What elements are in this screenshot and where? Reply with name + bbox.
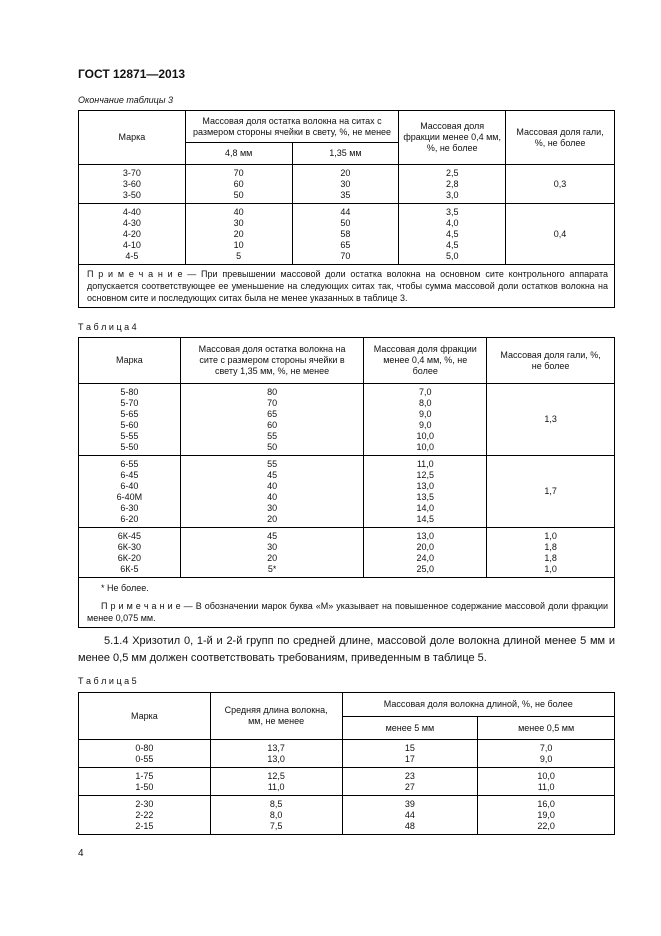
table5-group: 1-75 1-50 12,5 11,0 23 27 10,0 11,0 (79, 768, 615, 796)
table3-gali-value: 0,4 (506, 204, 615, 265)
table3-note: П р и м е ч а н и е — При превышении массовой доли остатка волокна на основном сите контрольного аппарата допускается соответствующее ее уменьшение на следующих ситах так, чтобы сумма массовой доли остатков волокна на основном сите и последующих ситах была не менее указанных в таблице 3. (79, 265, 615, 308)
table5-head-share: Массовая доля волокна длиной, %, не более (342, 693, 614, 717)
table5-caption: Т а б л и ц а 5 (78, 676, 137, 686)
table3-group: 3-70 3-60 3-50 70 60 50 20 30 35 2,5 2,8 3,0 0,3 (79, 165, 615, 204)
table4-gali-value: 1,7 (487, 456, 615, 528)
table4-group: 6К-45 6К-30 6К-20 6К-5 45 30 20 5* 13,0 20,0 24,0 25,0 1,0 1,8 1,8 1,0 (79, 528, 615, 578)
table4-note: П р и м е ч а н и е — В обозначении марок буква «М» указывает на повышенное содержание массовой доли фракции менее 0,075 мм. (87, 601, 608, 623)
table4-notes (79, 578, 615, 628)
table3 (78, 110, 615, 308)
table3-head-residue: Массовая доля остатка волокна на ситах с размером стороны ячейки в свету, %, не менее (185, 111, 399, 143)
table3-group: 4-40 4-30 4-20 4-10 4-5 40 30 20 10 5 44 50 58 65 70 3,5 4,0 4,5 4,5 5,0 0,4 (79, 204, 615, 265)
table4-gali-value: 1,3 (487, 384, 615, 456)
table4-footnote: * Не более. (101, 583, 149, 593)
table4 (78, 337, 615, 628)
document-header: ГОСТ 12871—2013 (78, 67, 186, 81)
table3-caption: Окончание таблицы 3 (78, 95, 173, 105)
table4-head-fraction: Массовая доля фракции менее 0,4 мм, %, не более (364, 338, 487, 384)
table3-head-mesh1: 4,8 мм (185, 143, 292, 165)
table5-head-lt05: менее 0,5 мм (478, 717, 615, 740)
table4-caption: Т а б л и ц а 4 (78, 322, 137, 332)
table3-gali-value: 0,3 (506, 165, 615, 204)
table3-head-mesh2: 1,35 мм (292, 143, 399, 165)
table5-group: 2-30 2-22 2-15 8,5 8,0 7,5 39 44 48 16,0 19,0 22,0 (79, 796, 615, 835)
table4-head-marka: Марка (79, 338, 181, 384)
table5 (78, 692, 615, 835)
table5-head-lt5: менее 5 мм (342, 717, 478, 740)
table4-head-gali: Массовая доля гали, %, не более (487, 338, 615, 384)
table4-group: 6-55 6-45 6-40 6-40М 6-30 6-20 55 45 40 40 30 20 11,0 12,5 13,0 13,5 14,0 14,5 1,7 (79, 456, 615, 528)
paragraph-5-1-4: 5.1.4 Хризотил 0, 1-й и 2-й групп по средней длине, массовой доле волокна длиной менее 5 мм и менее 0,5 мм должен соответствовать требованиям, приведенным в таблице 5. (78, 635, 615, 664)
table4-head-residue: Массовая доля остатка волокна на сите с размером стороны ячейки в свету 1,35 мм, %, не менее (180, 338, 364, 384)
table5-head-avglen: Средняя длина волокна, мм, не менее (210, 693, 342, 740)
table5-group: 0-80 0-55 13,7 13,0 15 17 7,0 9,0 (79, 740, 615, 768)
page-number: 4 (78, 848, 84, 859)
table4-group: 5-80 5-70 5-65 5-60 5-55 5-50 80 70 65 60 55 50 7,0 8,0 9,0 9,0 10,0 10,0 1,3 (79, 384, 615, 456)
table5-head-marka: Марка (79, 693, 211, 740)
table3-head-gali: Массовая доля гали, %, не более (506, 111, 615, 165)
table3-head-marka: Марка (79, 111, 186, 165)
table3-head-fraction: Массовая доля фракции менее 0,4 мм, %, не более (399, 111, 506, 165)
